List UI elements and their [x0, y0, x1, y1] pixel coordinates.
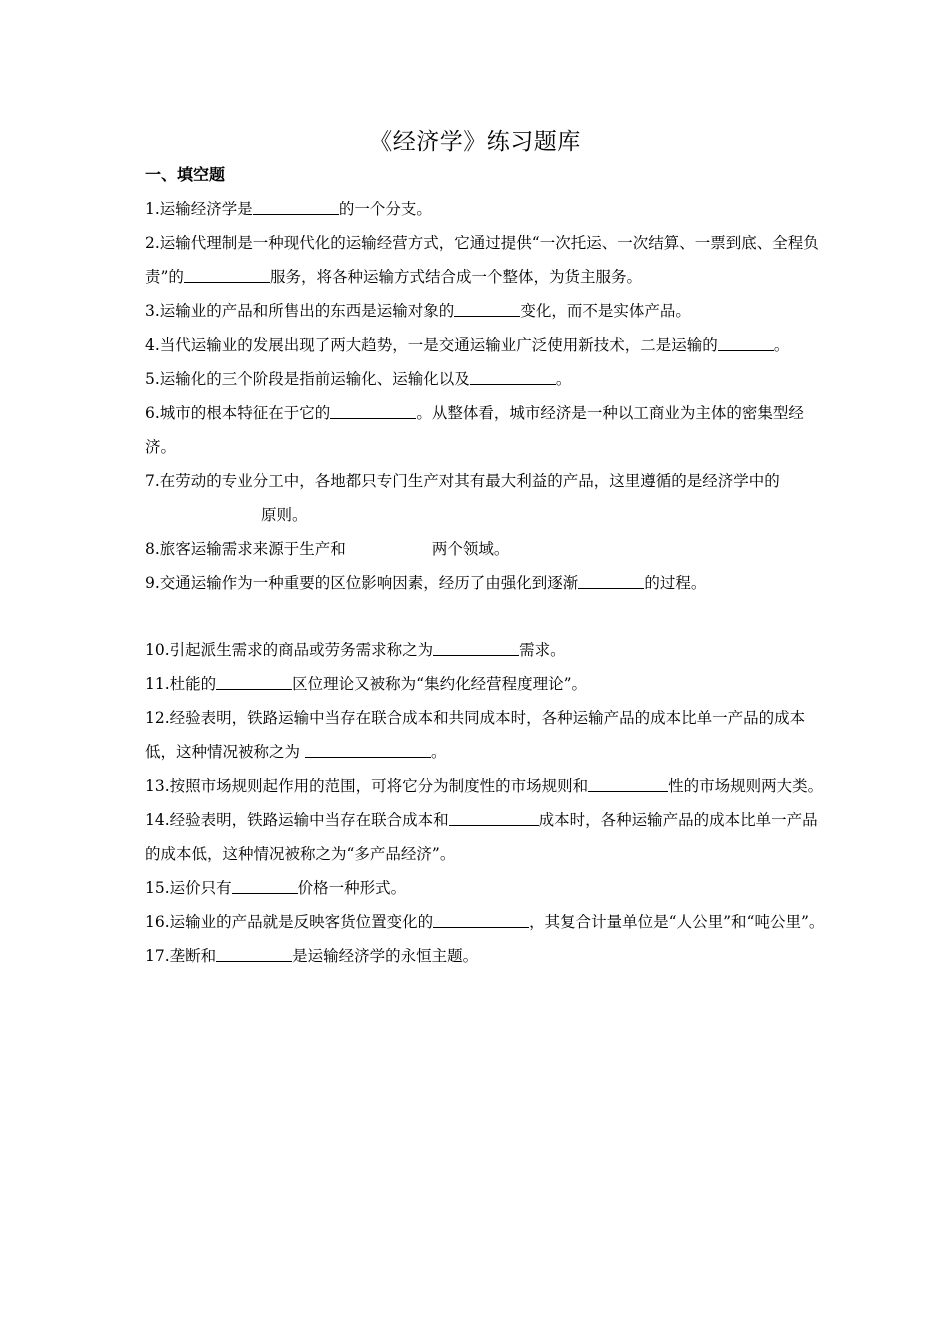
question-number: 7. — [145, 472, 160, 490]
answer-blank[interactable] — [216, 945, 292, 962]
question-text-before: 垄断和 — [169, 947, 217, 965]
question-number: 9. — [145, 574, 160, 592]
question-item — [145, 362, 825, 396]
question-number: 15. — [145, 879, 170, 897]
question-number: 8. — [145, 540, 160, 558]
answer-blank[interactable] — [578, 572, 644, 589]
question-text-before: 引起派生需求的商品或劳务需求称之为 — [169, 641, 434, 659]
question-item — [145, 803, 825, 871]
question-item — [145, 769, 825, 803]
question-text-before: 在劳动的专业分工中，各地都只专门生产对其有最大利益的产品，这里遵循的是经济学中的 — [159, 472, 780, 490]
question-number: 16. — [145, 913, 170, 931]
question-text-after: 需求。 — [519, 641, 566, 659]
question-text-before: 经验表明，铁路运输中当存在联合成本和共同成本时，各种运输产品的成本比单一产品的成本低，这种情况被称之为 — [145, 709, 806, 761]
question-number: 6. — [145, 404, 160, 422]
question-number: 5. — [145, 370, 160, 388]
question-number: 2. — [145, 234, 160, 252]
answer-blank[interactable] — [588, 775, 668, 792]
question-text-after: 是运输经济学的永恒主题。 — [292, 947, 479, 965]
question-text-after: 服务，将各种运输方式结合成一个整体，为货主服务。 — [269, 268, 642, 286]
question-text-after: 的一个分支。 — [338, 200, 432, 218]
question-text-before: 运输业的产品就是反映客货位置变化的 — [169, 913, 434, 931]
question-text-after: 。 — [555, 370, 572, 388]
answer-blank[interactable] — [184, 266, 270, 283]
answer-blank[interactable] — [454, 300, 520, 317]
answer-blank[interactable] — [216, 673, 292, 690]
answer-blank[interactable] — [433, 911, 529, 928]
question-text-before: 当代运输业的发展出现了两大趋势，一是交通运输业广泛使用新技术，二是运输的 — [159, 336, 718, 354]
answer-blank[interactable] — [253, 198, 339, 215]
question-text-after: 。从整体看，城市经济是一种以工商业为主体的密集型经济。 — [145, 404, 804, 456]
question-item — [145, 633, 825, 667]
question-item — [145, 192, 825, 226]
question-item — [145, 871, 825, 905]
question-item — [145, 939, 825, 973]
question-item — [145, 294, 825, 328]
question-text-after: 两个领域。 — [431, 540, 510, 558]
question-text-after: 原则。 — [261, 506, 308, 524]
question-item — [145, 667, 825, 701]
question-number: 13. — [145, 777, 170, 795]
question-text-before: 按照市场规则起作用的范围，可将它分为制度性的市场规则和 — [169, 777, 589, 795]
question-number: 17. — [145, 947, 170, 965]
question-item — [145, 532, 825, 566]
question-text-after: 成本时，各种运输产品的成本比单一产品的成本低，这种情况被称之为“多产品经济”。 — [145, 811, 818, 863]
question-item — [145, 464, 825, 532]
answer-blank[interactable] — [449, 809, 539, 826]
question-text-after: 变化，而不是实体产品。 — [520, 302, 691, 320]
question-item — [145, 905, 825, 939]
question-number: 10. — [145, 641, 170, 659]
question-item — [145, 701, 825, 769]
question-number: 12. — [145, 709, 170, 727]
question-text-after: 的过程。 — [644, 574, 707, 592]
document-title: 《经济学》练习题库 — [369, 129, 581, 155]
question-list — [145, 192, 825, 973]
answer-blank[interactable] — [330, 402, 416, 419]
question-number: 3. — [145, 302, 160, 320]
question-item — [145, 226, 825, 294]
question-item — [145, 566, 825, 600]
question-text-after: 。 — [430, 743, 447, 761]
question-number: 4. — [145, 336, 160, 354]
question-text-after: ，其复合计量单位是“人公里”和“吨公里”。 — [529, 913, 825, 931]
answer-blank[interactable] — [305, 741, 431, 758]
question-text-before: 运输经济学是 — [159, 200, 253, 218]
answer-blank[interactable] — [346, 538, 432, 555]
question-item — [145, 328, 825, 362]
question-text-after: 性的市场规则两大类。 — [668, 777, 824, 795]
question-text-before: 城市的根本特征在于它的 — [159, 404, 331, 422]
question-text-before: 运价只有 — [169, 879, 232, 897]
question-text-before: 交通运输作为一种重要的区位影响因素，经历了由强化到逐渐 — [159, 574, 579, 592]
section-title-fill-in-blank: 一、填空题 — [145, 165, 226, 184]
answer-blank[interactable] — [145, 504, 261, 521]
question-text-before: 运输化的三个阶段是指前运输化、运输化以及 — [159, 370, 470, 388]
answer-blank[interactable] — [470, 368, 556, 385]
answer-blank[interactable] — [718, 334, 774, 351]
question-text-before: 旅客运输需求来源于生产和 — [159, 540, 346, 558]
question-text-after: 。 — [773, 336, 790, 354]
question-text-before: 经验表明，铁路运输中当存在联合成本和 — [169, 811, 449, 829]
question-text-before: 运输业的产品和所售出的东西是运输对象的 — [159, 302, 455, 320]
question-number: 11. — [145, 675, 170, 693]
question-text-after: 区位理论又被称为“集约化经营程度理论”。 — [292, 675, 588, 693]
answer-blank[interactable] — [232, 877, 298, 894]
question-number: 1. — [145, 200, 160, 218]
question-text-before: 杜能的 — [169, 675, 217, 693]
question-item — [145, 396, 825, 464]
question-text-before: 运输代理制是一种现代化的运输经营方式，它通过提供“一次托运、一次结算、一票到底、全程负责”的 — [145, 234, 819, 286]
question-number: 14. — [145, 811, 170, 829]
question-text-after: 价格一种形式。 — [297, 879, 407, 897]
answer-blank[interactable] — [433, 639, 519, 656]
